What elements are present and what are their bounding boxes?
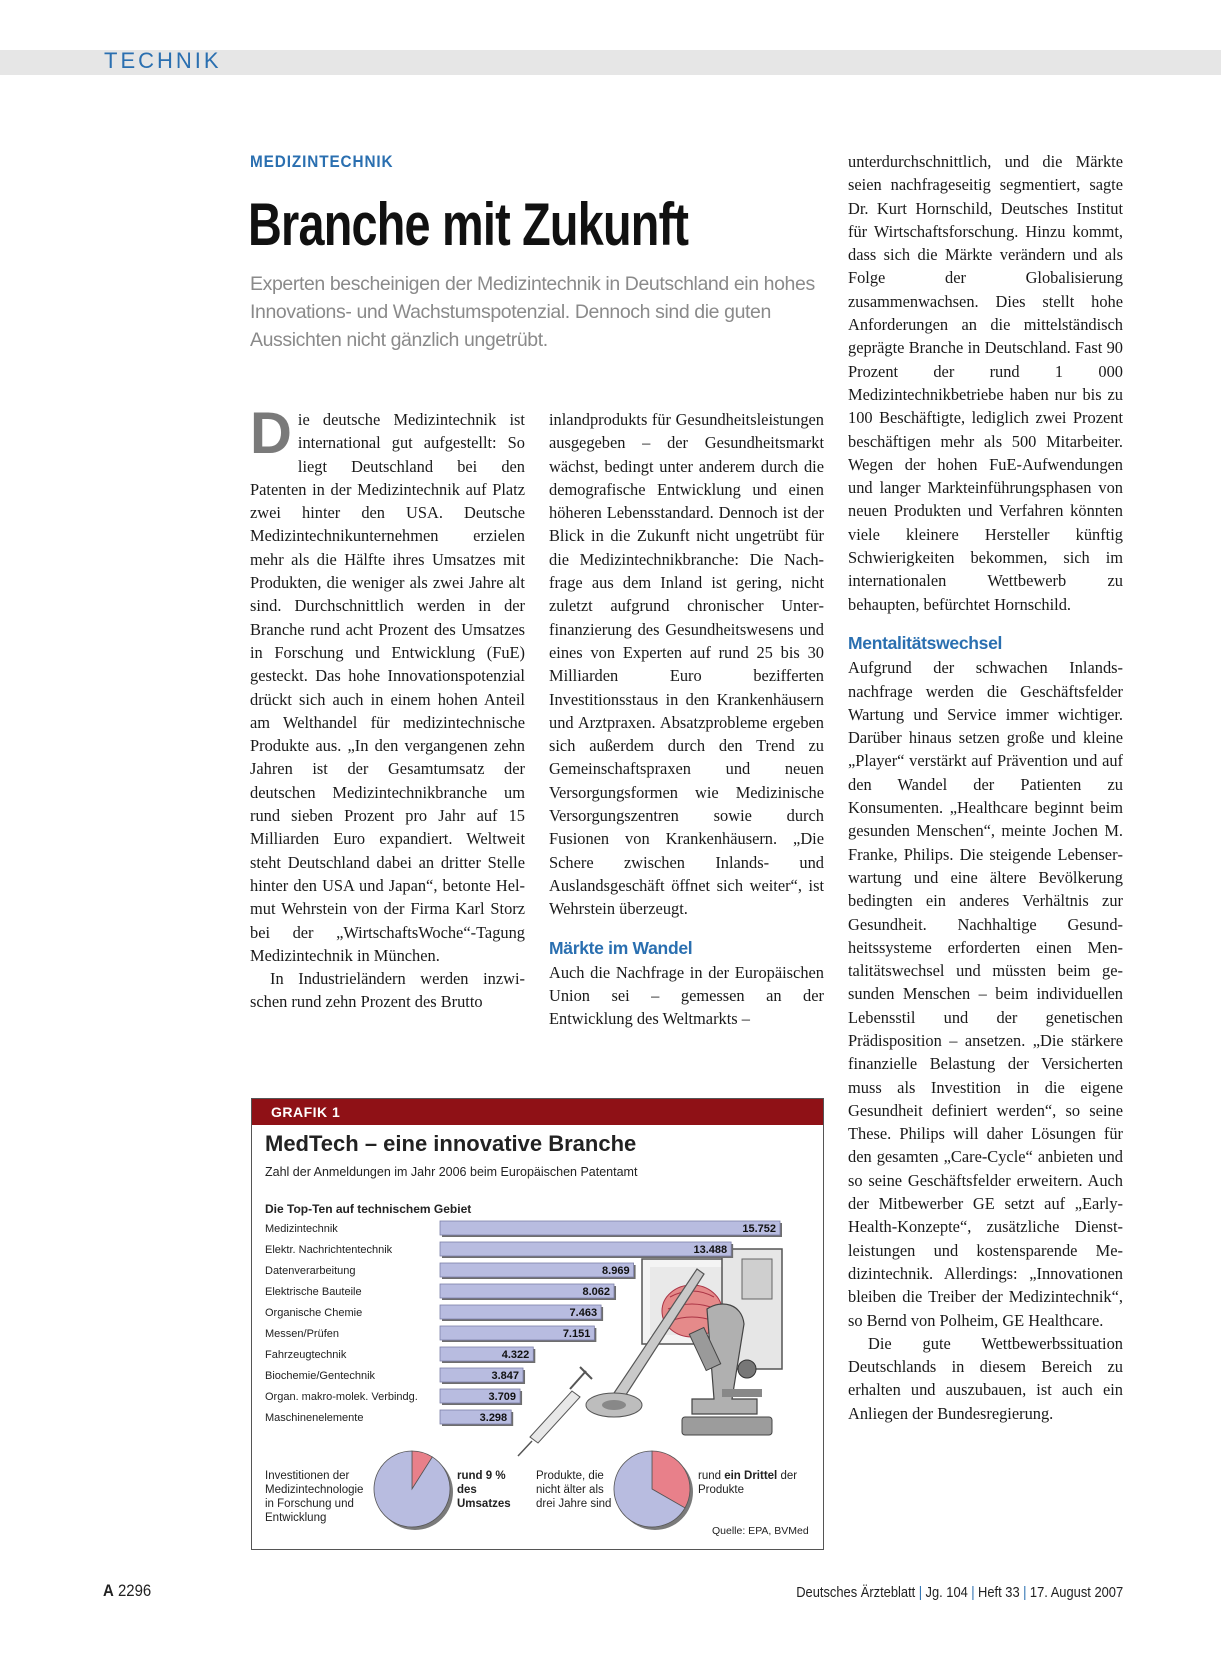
- bar-category-label: Elektrische Bauteile: [265, 1286, 362, 1298]
- figure-source: Quelle: EPA, BVMed: [712, 1525, 809, 1537]
- bar-value-label: 8.969: [602, 1265, 630, 1277]
- drop-cap: D: [250, 401, 292, 466]
- article-column-1: [250, 401, 525, 1014]
- bar-value-label: 7.151: [562, 1328, 591, 1340]
- bar-category-label: Messen/Prüfen: [265, 1328, 339, 1340]
- bar-category-label: Medizintechnik: [265, 1223, 338, 1235]
- bar: [440, 1242, 731, 1256]
- pie1-label: Investitionen der Medizintechnologie in Forschung und Entwicklung: [265, 1470, 364, 1524]
- section-label: TECHNIK: [104, 48, 222, 73]
- figure-grafik-1: [251, 1098, 824, 1550]
- pie-slice: [374, 1451, 450, 1527]
- figure-subtitle: Zahl der Anmeldungen im Jahr 2006 beim Europäischen Patentamt: [265, 1165, 638, 1179]
- footer-journal-info: Deutsches Ärzteblatt | Jg. 104 | Heft 33 | 17. August 2007: [796, 1584, 1123, 1601]
- bar-category-label: Organ. makro-molek. Verbindg.: [265, 1391, 418, 1403]
- bar-category-label: Datenverarbeitung: [265, 1265, 356, 1277]
- pie2-label: Produkte, die nicht älter als drei Jahre sind: [536, 1470, 612, 1510]
- bar-category-label: Maschinenelemente: [265, 1412, 364, 1424]
- pie-charts: [374, 1451, 693, 1530]
- paragraph: Aufgrund der schwachen Inlandsnachfrage werden die Geschäftsfelder Wartung und Service immer wichtiger. Darüber hinaus setzen große und kleine „Player“ verstärkt auf Prävention und auf den Wandel der Patienten zu Konsumenten. „Healthcare beginnt beim gesunden Menschen“, meinte Jochen M. Franke, Philips. Die steigende Lebenserwartung und eine ältere Bevölkerung bedingten ein anderes Verhältnis zur Gesundheit. Nachhaltige Gesundheitssysteme erforderten einen Mentalitätswechsel und müssten beim gesunden Menschen – beim individuellen Lebensstil und der genetischen Prädisposition – ansetzen. „Die stärkere finanzielle Belastung der Versicherten muss als Investition in die eigene Gesundheit definiert werden“, so seine These. Philips will daher Lösungen für den gesamten „Care-Cycle“ anbieten und so seine Geschäftsfelder erweitern. Auch der Mitbewerber GE setzt auf „Early-Health-Konzepte“, zusätzliche Dienstleistungen und kostensparende Medizintechnik. Allerdings: „Innovationen bleiben die Treiber der Medizintechnik“, so Bernd von Polheim, GE Healthcare.: [848, 658, 1123, 1330]
- bar-value-label: 3.298: [479, 1412, 508, 1424]
- lead-text: Experten bescheinigen der Medizintechnik in Deutschland ein hohes Innovations- und Wachstumspotenzial. Dennoch sind die guten Aussichten nicht gänzlich ungetrübt.: [250, 273, 815, 351]
- bar: [440, 1221, 780, 1235]
- bar-value-label: 8.062: [582, 1286, 611, 1298]
- paragraph: unterdurchschnittlich, und die Märkte seien nachfrageseitig segmentiert, sagte Dr. Kurt Hornschild, Deutsches Institut für Wirtschaftsforschung. Hinzu kommt, dass sich die Märkte verändern und als Folge der Globalisierung zusammenwachsen. Dies stellt hohe Anforderungen an die mittelständisch geprägte Branche in Deutschland. Fast 90 Prozent der rund 1 000 Medizintechnikbetriebe haben nur bis zu 100 Beschäftigte, lediglich zwei Prozent beschäftigen mehr als 500 Mitarbeiter. Wegen der hohen FuE-Aufwendungen und langer Markteinführungsphasen von neuen Produkten und Verfahren könnten viele kleinere Hersteller künftig Schwierigkeiten bekommen, sich im internationalen Wettbewerb zu behaupten, befürchtet Hornschild.: [848, 152, 1123, 614]
- bar-value-label: 15.752: [742, 1223, 776, 1235]
- bar-value-label: 13.488: [693, 1244, 728, 1256]
- bar-category-label: Elektr. Nachrichtentechnik: [265, 1244, 393, 1256]
- subheading: Märkte im Wandel: [549, 937, 693, 958]
- pie1-value: rund 9 % des Umsatzes: [457, 1470, 511, 1510]
- bar-category-label: Biochemie/Gentechnik: [265, 1370, 376, 1382]
- bar-category-label: Fahrzeugtechnik: [265, 1349, 347, 1361]
- subheading: Mentalitätswechsel: [848, 632, 1003, 653]
- article-column-3: [848, 150, 1123, 1425]
- paragraph: Die gute Wettbewerbssituation Deutschlands in diesem Bereich zu erhalten und auszubauen, ist auch ein Anliegen der Bundesregierung.: [848, 1333, 1123, 1423]
- bar-value-label: 4.322: [501, 1349, 530, 1361]
- pie2-value: rund ein Drittel der Produkte: [698, 1470, 798, 1496]
- bar-value-label: 3.847: [491, 1370, 520, 1382]
- paragraph: inlandprodukts für Gesundheitsleistungen ausgegeben – der Gesundheitsmarkt wächst, bedingt unter anderem durch die demografische Entwicklung und einen höheren Lebensstandard. Dennoch ist der Blick in die Zukunft nicht ungetrübt für die Medizintechnikbranche: Die Nachfrage aus dem Inland ist gering, nicht zuletzt aufgrund chronischer Unterfinanzierung des Gesundheitswesens und eines von Experten auf rund 25 bis 30 Milliarden Euro bezifferten Investitionsstaus in den Krankenhäusern und Arztpraxen. Absatzprobleme ergeben sich außerdem durch den Trend zu Gemeinschaftspraxen und neuen Versorgungsformen wie Medizinische Versorgungszentren sowie durch Fusionen von Krankenhäusern. „Die Schere zwischen Inlands- und Auslandsgeschäft öffnet sich weiter“, ist Wehrstein überzeugt.: [549, 410, 824, 919]
- paragraph: Auch die Nachfrage in der Europäischen Union sei – gemessen an der Entwicklung des Weltmarkts –: [549, 962, 824, 1029]
- kicker: MEDIZINTECHNIK: [250, 152, 394, 171]
- paragraph: Die deutsche Medizintechnik ist international gut aufgestellt: So liegt Deutschland bei den Patenten in der Medizintechnik auf Platz zwei hinter den USA. Deutsche Medizintechnikunternehmen erzielen mehr als die Hälfte ihres Umsatzes mit Produkten, die weniger als zwei Jahre alt sind. Durchschnittlich werden in der Branche rund acht Prozent des Umsatzes in Forschung und Entwicklung (FuE) gesteckt. Das hohe Innovationspotenzial drückt sich auch in einem hohen Anteil am Welthandel für medizintechnische Produkte aus. „In den vergangenen zehn Jahren ist der Gesamtumsatz der deutschen Medizintechnikbranche um rund sieben Prozent pro Jahr auf 15 Milliarden Euro expandiert. Weltweit steht Deutschland dabei an dritter Stelle hinter den USA und Japan“, betonte Helmut Wehrstein von der Firma Karl Storz bei der „WirtschaftsWoche“-Tagung Medizintechnik in München.: [250, 401, 525, 965]
- bar-value-label: 7.463: [569, 1307, 598, 1319]
- bar-category-label: Organische Chemie: [265, 1307, 363, 1319]
- figure-title: MedTech – eine innovative Branche: [265, 1131, 637, 1156]
- article-column-2: [549, 408, 824, 1031]
- page-number: A 2296: [103, 1581, 152, 1600]
- figure-label: GRAFIK 1: [252, 1099, 823, 1125]
- headline: Branche mit Zukunft: [248, 191, 689, 258]
- paragraph: In Industrieländern werden inzwischen rund zehn Prozent des Brutto: [250, 969, 525, 1012]
- bar-value-label: 3.709: [488, 1391, 517, 1403]
- medical-equipment-illustration: [518, 1249, 782, 1456]
- chart-section-title: Die Top-Ten auf technischem Gebiet: [265, 1202, 472, 1216]
